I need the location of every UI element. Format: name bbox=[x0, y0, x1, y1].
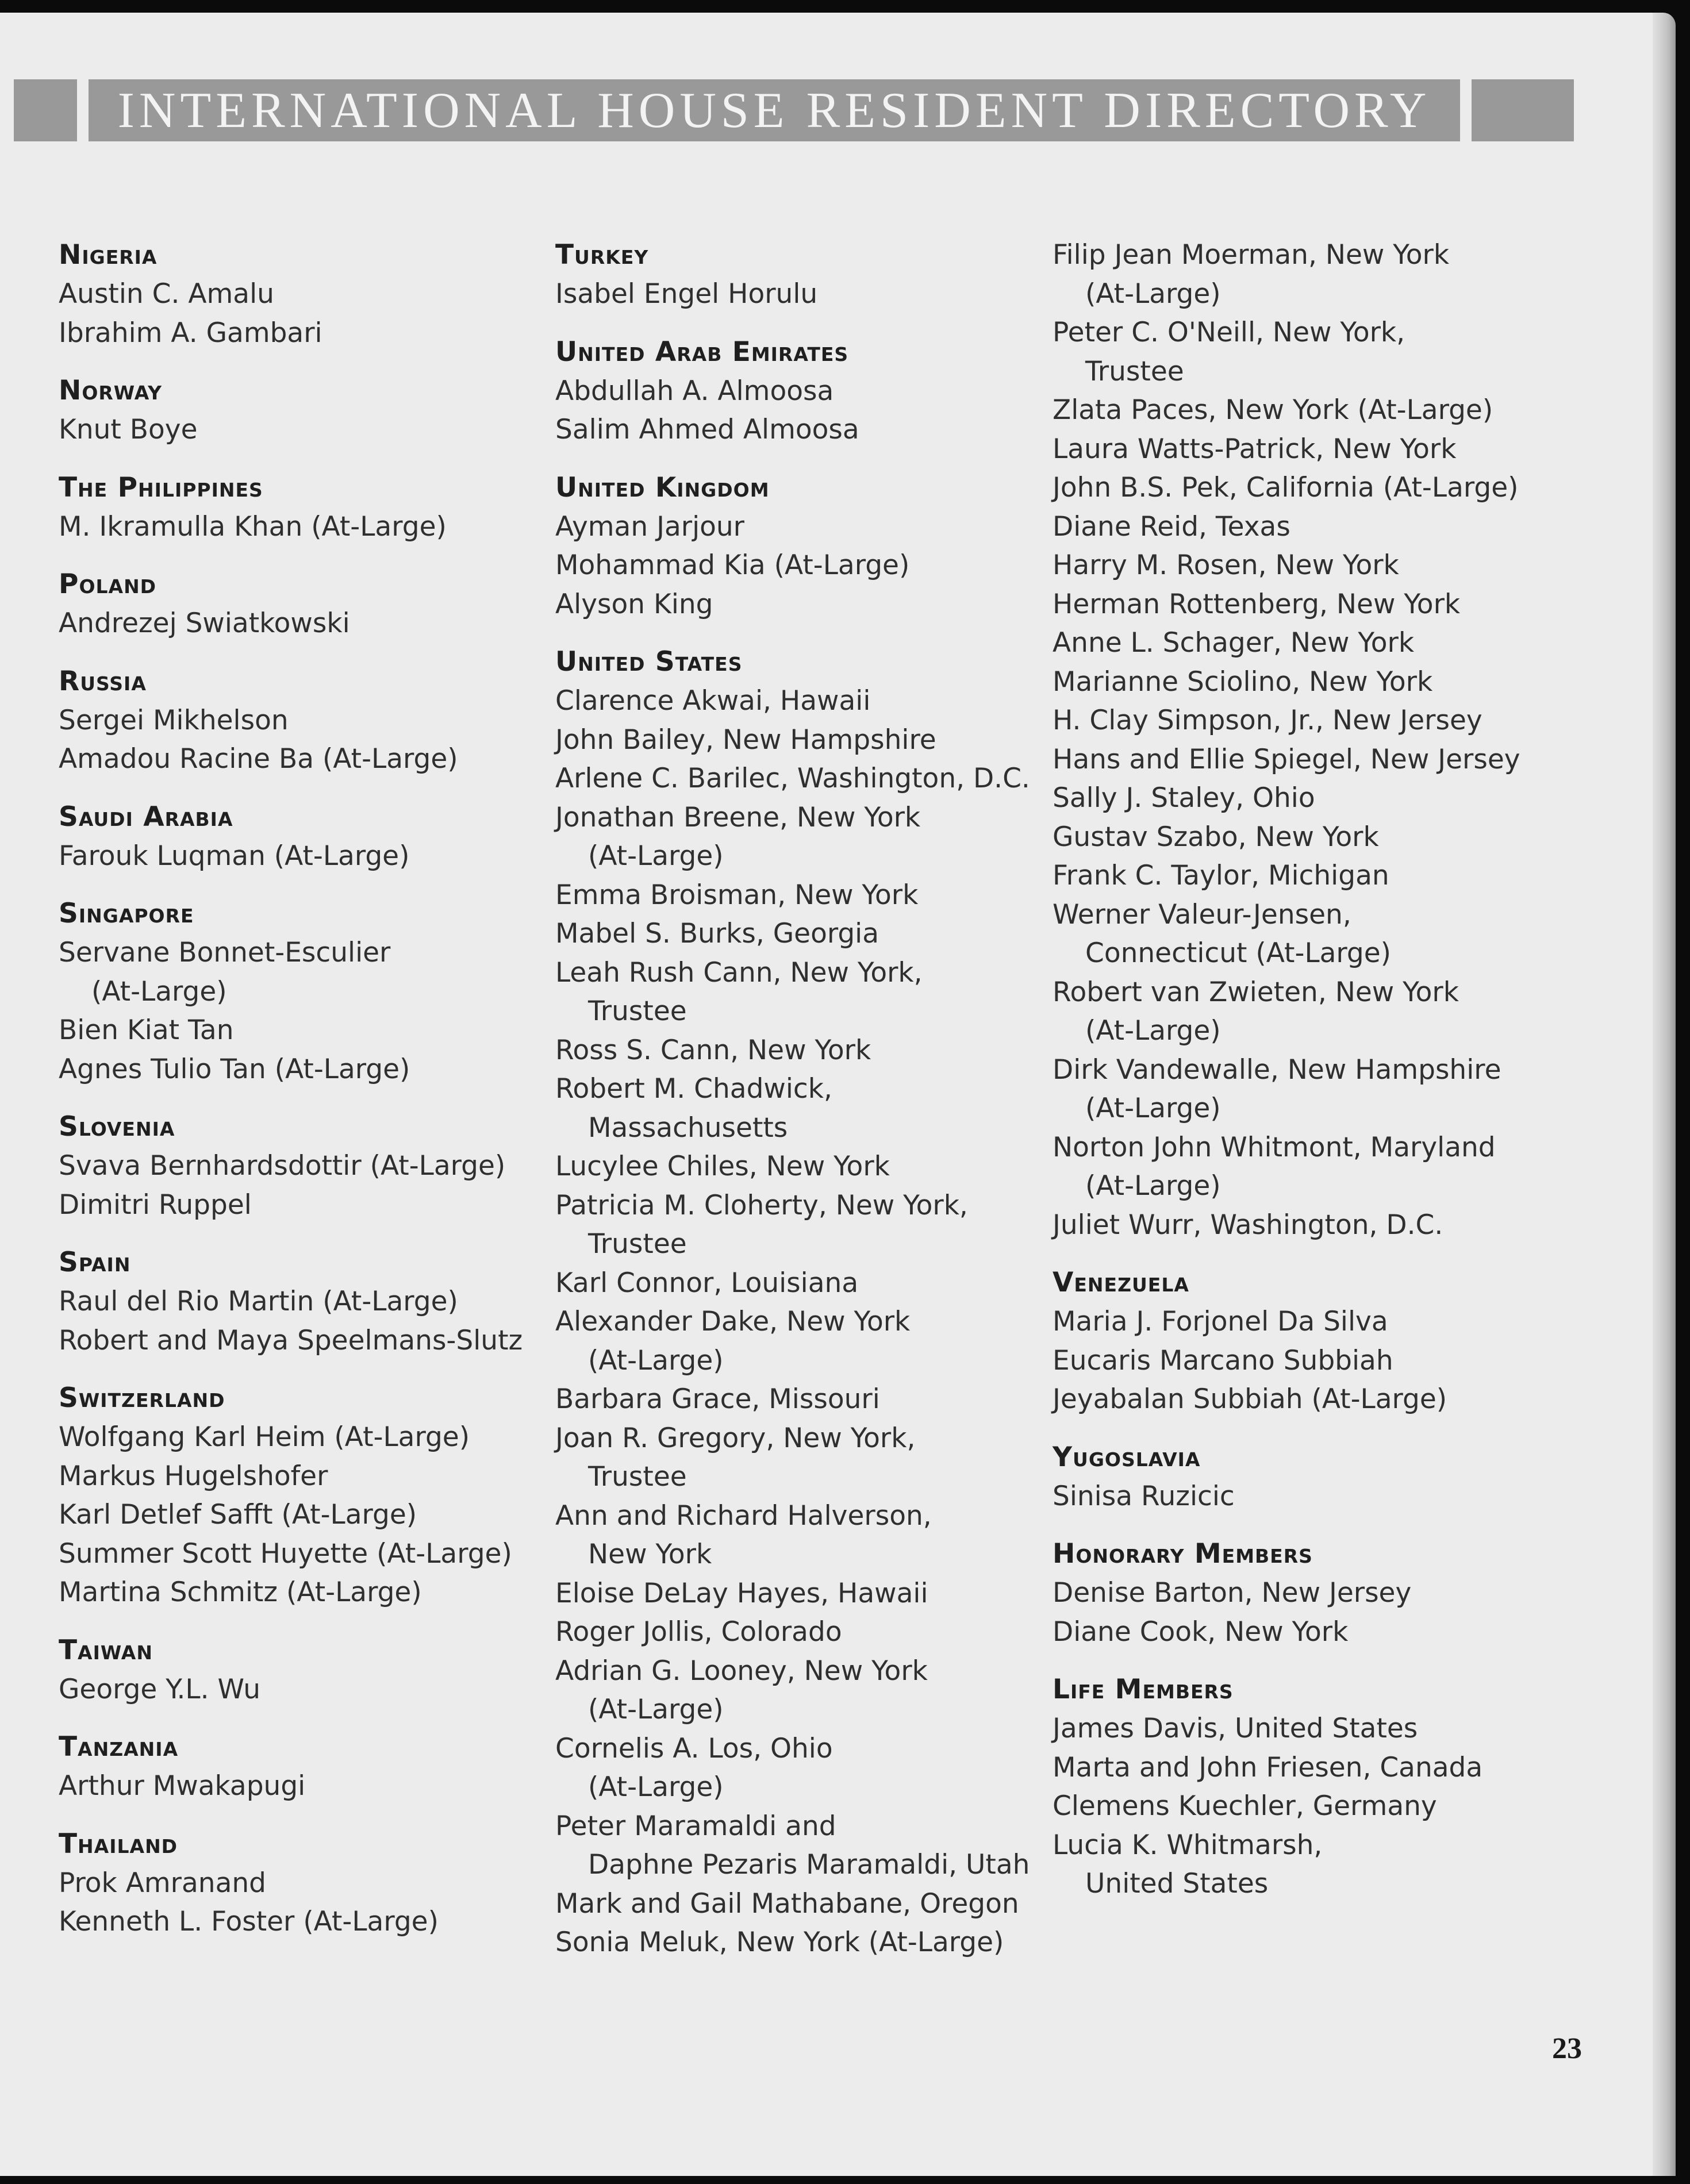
resident-name: Isabel Engel Horulu bbox=[555, 278, 818, 310]
resident-entry bbox=[59, 1186, 536, 1225]
resident-name: Arlene C. Barilec, Washington, D.C. bbox=[555, 763, 1030, 794]
resident-entry bbox=[555, 507, 1050, 547]
resident-entry bbox=[1053, 1748, 1627, 1787]
resident-entry bbox=[555, 1729, 1050, 1807]
resident-name: John B.S. Pek, California (At-Large) bbox=[1053, 472, 1519, 503]
resident-entry bbox=[59, 1418, 536, 1457]
resident-name: Knut Boye bbox=[59, 414, 198, 445]
resident-continuation: (At-Large) bbox=[588, 1771, 724, 1803]
resident-entry bbox=[1053, 236, 1627, 313]
country-section bbox=[1053, 1535, 1627, 1651]
country-section bbox=[59, 1631, 536, 1709]
resident-name: Summer Scott Huyette (At-Large) bbox=[59, 1537, 512, 1570]
resident-entry bbox=[1053, 818, 1627, 857]
resident-entry bbox=[59, 1535, 536, 1574]
resident-entry bbox=[1053, 740, 1627, 779]
resident-entry bbox=[555, 798, 1050, 876]
resident-entry bbox=[555, 1031, 1050, 1070]
resident-name: Juliet Wurr, Washington, D.C. bbox=[1053, 1209, 1443, 1241]
resident-name: Adrian G. Looney, New York bbox=[555, 1655, 928, 1687]
resident-name: Ann and Richard Halverson, bbox=[555, 1499, 932, 1532]
resident-name: Lucia K. Whitmarsh, bbox=[1053, 1829, 1323, 1861]
resident-name: Diane Cook, New York bbox=[1053, 1616, 1349, 1648]
resident-entry bbox=[59, 1495, 536, 1535]
resident-name: Wolfgang Karl Heim (At-Large) bbox=[59, 1421, 470, 1453]
section-heading: Singapore bbox=[59, 898, 194, 929]
resident-name: Svava Bernhardsdottir (At-Large) bbox=[59, 1150, 506, 1182]
resident-name: Bien Kiat Tan bbox=[59, 1014, 234, 1046]
resident-entry bbox=[555, 876, 1050, 915]
resident-entry bbox=[555, 1147, 1050, 1186]
resident-name: Cornelis A. Los, Ohio bbox=[555, 1732, 833, 1764]
section-heading: United Arab Emirates bbox=[555, 336, 849, 368]
resident-entry bbox=[555, 1070, 1050, 1147]
resident-name: Amadou Racine Ba (At-Large) bbox=[59, 743, 458, 775]
resident-continuation: Trustee bbox=[588, 1461, 687, 1493]
section-heading: Venezuela bbox=[1053, 1267, 1189, 1298]
resident-name: Sally J. Staley, Ohio bbox=[1053, 782, 1315, 814]
resident-entry bbox=[555, 1302, 1050, 1380]
resident-entry bbox=[555, 1613, 1050, 1652]
resident-entry bbox=[59, 933, 536, 1011]
resident-name: Markus Hugelshofer bbox=[59, 1460, 328, 1492]
resident-name: Joan R. Gregory, New York, bbox=[555, 1422, 916, 1454]
resident-name: Marta and John Friesen, Canada bbox=[1053, 1751, 1483, 1783]
resident-name: Zlata Paces, New York (At-Large) bbox=[1053, 394, 1493, 426]
banner-left-block bbox=[14, 79, 77, 141]
resident-entry bbox=[59, 1670, 536, 1709]
resident-name: Jeyabalan Subbiah (At-Large) bbox=[1053, 1383, 1447, 1415]
resident-name: Clarence Akwai, Hawaii bbox=[555, 685, 871, 717]
resident-name: Hans and Ellie Spiegel, New Jersey bbox=[1053, 743, 1520, 775]
resident-continuation: (At-Large) bbox=[1085, 1015, 1221, 1047]
resident-entry bbox=[1053, 895, 1627, 973]
country-section bbox=[59, 662, 536, 779]
resident-name: Emma Broisman, New York bbox=[555, 879, 919, 911]
country-section bbox=[555, 236, 1050, 314]
resident-name: Ibrahim A. Gambari bbox=[59, 317, 322, 349]
resident-entry bbox=[555, 914, 1050, 953]
resident-entry bbox=[1053, 1206, 1627, 1245]
resident-name: Werner Valeur-Jensen, bbox=[1053, 898, 1351, 930]
resident-name: James Davis, United States bbox=[1053, 1713, 1418, 1744]
section-heading: Nigeria bbox=[59, 239, 158, 271]
section-heading: Switzerland bbox=[59, 1382, 225, 1414]
resident-name: Anne L. Schager, New York bbox=[1053, 627, 1415, 659]
resident-name: M. Ikramulla Khan (At-Large) bbox=[59, 510, 447, 543]
resident-name: Eloise DeLay Hayes, Hawaii bbox=[555, 1577, 928, 1609]
resident-entry bbox=[59, 837, 536, 876]
resident-name: Martina Schmitz (At-Large) bbox=[59, 1577, 422, 1608]
resident-name: Mabel S. Burks, Georgia bbox=[555, 918, 879, 949]
resident-entry bbox=[1053, 856, 1627, 895]
resident-name: Diane Reid, Texas bbox=[1053, 510, 1290, 543]
directory-title: INTERNATIONAL HOUSE RESIDENT DIRECTORY bbox=[117, 82, 1431, 139]
resident-entry bbox=[59, 1050, 536, 1089]
resident-name: Peter Maramaldi and bbox=[555, 1810, 836, 1842]
resident-entry bbox=[1053, 391, 1627, 430]
resident-name: Clemens Kuechler, Germany bbox=[1053, 1790, 1437, 1822]
directory-title-banner bbox=[89, 79, 1460, 141]
resident-name: Jonathan Breene, New York bbox=[555, 801, 921, 833]
resident-continuation: (At-Large) bbox=[588, 840, 724, 872]
resident-entry bbox=[59, 1767, 536, 1806]
resident-name: Prok Amranand bbox=[59, 1867, 266, 1899]
directory-column-3 bbox=[1053, 236, 1627, 1922]
resident-entry bbox=[1053, 468, 1627, 507]
resident-entry bbox=[59, 1147, 536, 1186]
resident-entry bbox=[555, 1264, 1050, 1303]
country-section bbox=[59, 565, 536, 643]
resident-entry bbox=[59, 314, 536, 353]
resident-name: Austin C. Amalu bbox=[59, 278, 274, 310]
resident-entry bbox=[555, 953, 1050, 1031]
resident-continuation: Daphne Pezaris Maramaldi, Utah bbox=[588, 1849, 1030, 1881]
resident-entry bbox=[1053, 1826, 1627, 1904]
resident-name: Ross S. Cann, New York bbox=[555, 1034, 871, 1066]
resident-name: Maria J. Forjonel Da Silva bbox=[1053, 1306, 1388, 1337]
page-edge bbox=[1653, 13, 1676, 2176]
resident-continuation: Connecticut (At-Large) bbox=[1085, 937, 1392, 969]
country-section bbox=[59, 371, 536, 449]
resident-name: Barbara Grace, Missouri bbox=[555, 1383, 880, 1415]
resident-entry bbox=[555, 1652, 1050, 1729]
section-heading: Honorary Members bbox=[1053, 1538, 1313, 1570]
section-heading: United Kingdom bbox=[555, 471, 770, 503]
section-heading: Life Members bbox=[1053, 1674, 1234, 1705]
resident-entry bbox=[1053, 585, 1627, 624]
resident-entry bbox=[1053, 1574, 1627, 1613]
country-section bbox=[555, 468, 1050, 624]
country-section bbox=[59, 798, 536, 876]
resident-entry bbox=[59, 1457, 536, 1496]
resident-continuation: (At-Large) bbox=[1085, 278, 1221, 310]
resident-continuation: (At-Large) bbox=[1085, 1093, 1221, 1124]
resident-name: Karl Detlef Safft (At-Large) bbox=[59, 1499, 417, 1531]
resident-name: Leah Rush Cann, New York, bbox=[555, 956, 923, 989]
country-section bbox=[555, 333, 1050, 449]
resident-name: Mark and Gail Mathabane, Oregon bbox=[555, 1887, 1019, 1920]
section-heading: Norway bbox=[59, 375, 162, 406]
resident-name: Servane Bonnet-Esculier bbox=[59, 937, 391, 968]
resident-name: Raul del Rio Martin (At-Large) bbox=[59, 1286, 458, 1317]
resident-name: Kenneth L. Foster (At-Large) bbox=[59, 1906, 439, 1937]
country-section bbox=[59, 1825, 536, 1941]
section-heading: Thailand bbox=[59, 1828, 178, 1860]
resident-entry bbox=[555, 1885, 1050, 1924]
resident-name: Lucylee Chiles, New York bbox=[555, 1151, 890, 1182]
resident-entry bbox=[59, 701, 536, 740]
resident-entry bbox=[1053, 430, 1627, 469]
country-section bbox=[59, 236, 536, 352]
country-section bbox=[59, 894, 536, 1089]
resident-name: Peter C. O'Neill, New York, bbox=[1053, 317, 1405, 348]
resident-entry bbox=[555, 1574, 1050, 1613]
section-heading: Turkey bbox=[555, 239, 649, 271]
resident-name: Salim Ahmed Almoosa bbox=[555, 414, 859, 445]
resident-entry bbox=[555, 275, 1050, 314]
country-section bbox=[1053, 1438, 1627, 1516]
country-section bbox=[555, 643, 1050, 1962]
resident-name: Andrezej Swiatkowski bbox=[59, 607, 350, 639]
resident-continuation: (At-Large) bbox=[588, 1694, 724, 1725]
resident-continuation: New York bbox=[588, 1539, 712, 1570]
resident-entry bbox=[1053, 1302, 1627, 1341]
directory-column-1 bbox=[59, 236, 536, 1960]
resident-entry bbox=[1053, 1709, 1627, 1748]
country-section bbox=[1053, 1670, 1627, 1904]
country-section bbox=[1053, 1263, 1627, 1419]
resident-name: Marianne Sciolino, New York bbox=[1053, 666, 1433, 698]
resident-name: Robert and Maya Speelmans-Slutz bbox=[59, 1324, 523, 1356]
resident-entry bbox=[555, 372, 1050, 411]
resident-name: John Bailey, New Hampshire bbox=[555, 724, 936, 756]
resident-name: Patricia M. Cloherty, New York, bbox=[555, 1189, 968, 1221]
resident-name: Robert M. Chadwick, bbox=[555, 1073, 832, 1105]
section-heading: United States bbox=[555, 646, 743, 678]
resident-name: Agnes Tulio Tan (At-Large) bbox=[59, 1053, 410, 1085]
resident-name: Sonia Meluk, New York (At-Large) bbox=[555, 1927, 1004, 1958]
resident-name: Alyson King bbox=[555, 588, 713, 620]
resident-entry bbox=[1053, 779, 1627, 818]
resident-continuation: (At-Large) bbox=[1085, 1170, 1221, 1202]
country-section bbox=[1053, 236, 1627, 1244]
country-section bbox=[59, 468, 536, 547]
resident-entry bbox=[1053, 973, 1627, 1051]
resident-entry bbox=[1053, 507, 1627, 547]
country-section bbox=[59, 1243, 536, 1360]
resident-entry bbox=[59, 740, 536, 779]
resident-name: Herman Rottenberg, New York bbox=[1053, 588, 1461, 620]
section-heading: The Philippines bbox=[59, 471, 263, 503]
resident-entry bbox=[1053, 313, 1627, 391]
resident-entry bbox=[555, 585, 1050, 624]
page-number: 23 bbox=[1552, 2032, 1582, 2065]
resident-continuation: (At-Large) bbox=[91, 975, 227, 1008]
resident-entry bbox=[555, 1923, 1050, 1962]
resident-entry bbox=[555, 1419, 1050, 1497]
resident-name: Denise Barton, New Jersey bbox=[1053, 1577, 1412, 1609]
resident-name: Abdullah A. Almoosa bbox=[555, 375, 834, 407]
country-section bbox=[59, 1379, 536, 1612]
resident-entry bbox=[555, 546, 1050, 585]
resident-entry bbox=[1053, 701, 1627, 740]
resident-entry bbox=[1053, 1341, 1627, 1381]
resident-name: Farouk Luqman (At-Large) bbox=[59, 840, 410, 872]
resident-name: Alexander Dake, New York bbox=[555, 1306, 911, 1337]
resident-name: George Y.L. Wu bbox=[59, 1673, 261, 1705]
resident-entry bbox=[555, 1380, 1050, 1419]
resident-name: Robert van Zwieten, New York bbox=[1053, 976, 1459, 1008]
resident-entry bbox=[1053, 1477, 1627, 1516]
resident-name: Eucaris Marcano Subbiah bbox=[1053, 1344, 1393, 1376]
country-section bbox=[59, 1728, 536, 1806]
resident-continuation: (At-Large) bbox=[588, 1344, 724, 1376]
resident-entry bbox=[555, 1497, 1050, 1574]
resident-name: Frank C. Taylor, Michigan bbox=[1053, 860, 1389, 891]
resident-entry bbox=[59, 275, 536, 314]
section-heading: Slovenia bbox=[59, 1111, 175, 1143]
resident-name: Ayman Jarjour bbox=[555, 510, 744, 543]
resident-entry bbox=[555, 410, 1050, 449]
section-heading: Taiwan bbox=[59, 1634, 153, 1666]
section-heading: Poland bbox=[59, 568, 157, 600]
resident-entry bbox=[59, 1321, 536, 1360]
resident-entry bbox=[1053, 1128, 1627, 1206]
resident-name: Dirk Vandewalle, New Hampshire bbox=[1053, 1053, 1501, 1086]
resident-entry bbox=[555, 1186, 1050, 1264]
section-heading: Russia bbox=[59, 665, 147, 697]
resident-name: H. Clay Simpson, Jr., New Jersey bbox=[1053, 705, 1482, 736]
resident-entry bbox=[555, 759, 1050, 798]
resident-entry bbox=[555, 721, 1050, 760]
resident-entry bbox=[59, 1864, 536, 1903]
section-heading: Spain bbox=[59, 1247, 131, 1278]
resident-continuation: United States bbox=[1085, 1868, 1269, 1900]
resident-entry bbox=[1053, 546, 1627, 585]
resident-continuation: Massachusetts bbox=[588, 1112, 788, 1144]
resident-name: Dimitri Ruppel bbox=[59, 1189, 252, 1221]
resident-name: Sergei Mikhelson bbox=[59, 704, 289, 736]
resident-name: Gustav Szabo, New York bbox=[1053, 821, 1379, 853]
resident-entry bbox=[555, 1807, 1050, 1885]
resident-entry bbox=[1053, 1613, 1627, 1652]
country-section bbox=[59, 1108, 536, 1224]
resident-name: Laura Watts-Patrick, New York bbox=[1053, 433, 1457, 465]
resident-name: Norton John Whitmont, Maryland bbox=[1053, 1131, 1496, 1163]
resident-entry bbox=[59, 507, 536, 547]
resident-entry bbox=[59, 410, 536, 449]
resident-continuation: Trustee bbox=[588, 995, 687, 1027]
resident-continuation: Trustee bbox=[1085, 355, 1184, 387]
resident-entry bbox=[59, 1282, 536, 1321]
resident-entry bbox=[1053, 1051, 1627, 1128]
resident-entry bbox=[555, 682, 1050, 721]
resident-name: Roger Jollis, Colorado bbox=[555, 1616, 842, 1648]
resident-name: Filip Jean Moerman, New York bbox=[1053, 239, 1450, 271]
resident-name: Karl Connor, Louisiana bbox=[555, 1267, 859, 1299]
section-heading: Saudi Arabia bbox=[59, 801, 233, 833]
resident-continuation: Trustee bbox=[588, 1228, 687, 1260]
resident-entry bbox=[59, 604, 536, 643]
resident-name: Mohammad Kia (At-Large) bbox=[555, 549, 910, 581]
section-heading: Tanzania bbox=[59, 1731, 179, 1763]
resident-name: Sinisa Ruzicic bbox=[1053, 1480, 1235, 1512]
section-heading: Yugoslavia bbox=[1053, 1441, 1201, 1473]
resident-entry bbox=[59, 1011, 536, 1050]
resident-entry bbox=[1053, 1787, 1627, 1826]
resident-entry bbox=[59, 1573, 536, 1612]
banner-right-block bbox=[1472, 79, 1574, 141]
resident-entry bbox=[59, 1902, 536, 1941]
resident-name: Arthur Mwakapugi bbox=[59, 1770, 306, 1802]
resident-entry bbox=[1053, 663, 1627, 702]
resident-entry bbox=[1053, 624, 1627, 663]
resident-name: Harry M. Rosen, New York bbox=[1053, 549, 1399, 581]
directory-column-2 bbox=[555, 236, 1050, 1981]
resident-entry bbox=[1053, 1380, 1627, 1419]
